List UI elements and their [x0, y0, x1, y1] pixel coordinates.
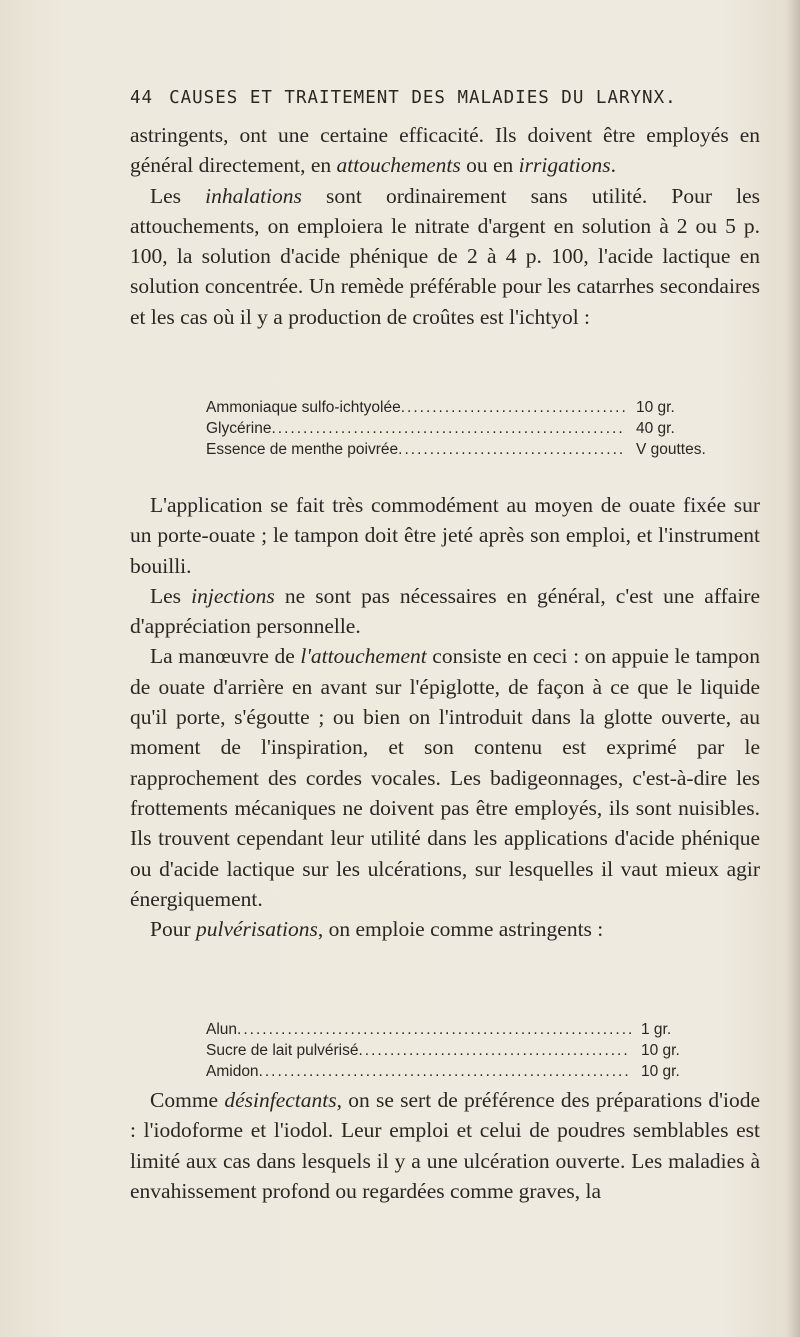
- recipe-row: [206, 1019, 706, 1040]
- paragraph: [130, 641, 760, 914]
- dot-leader: [401, 397, 626, 418]
- dot-leader: [259, 1061, 631, 1082]
- text-span: .: [610, 153, 617, 178]
- ingredient-name: Amidon: [206, 1063, 259, 1080]
- text-span: consiste en ceci : on appuie le tampon de ouate d'arrière en avant sur l'épiglotte, de façon à ce que le liquide qu'il porte, s'égoutte ; ou bien on l'introduit dans la glotte ouverte, au moment de l'inspiration, et son contenu est exprimé par le rapprochement des cordes vocales. Les badigeonnages, c'est-à-dire les frottements mécaniques ne doivent pas être employés, ils sont nuisibles. Ils trouvent cependant leur utilité dans les applications d'acide phénique ou d'acide lactique sur les ulcérations, sur lesquelles il vaut mieux agir énergiquement.: [130, 644, 761, 911]
- italic-term: attouchements: [336, 153, 461, 178]
- recipe-astringents: [206, 1019, 706, 1082]
- recipe-row: [206, 418, 726, 439]
- body-section-2: [130, 490, 760, 944]
- ingredient-name: Sucre de lait pulvérisé: [206, 1042, 359, 1059]
- page-edge-shadow: [786, 0, 800, 1337]
- text-span: Les: [150, 583, 192, 608]
- italic-term: l'attouchement: [300, 644, 427, 669]
- running-header: [130, 88, 760, 108]
- italic-term: irrigations: [518, 153, 611, 178]
- dot-leader: [237, 1019, 631, 1040]
- ingredient-name: Alun: [206, 1021, 238, 1038]
- italic-term: pulvérisations: [196, 917, 318, 942]
- body-section-3: [130, 1085, 760, 1206]
- italic-term: inhalations: [205, 183, 302, 208]
- ingredient-quantity: V gouttes.: [636, 441, 706, 458]
- ingredient-quantity: 10 gr.: [636, 399, 675, 416]
- text-span: Comme: [150, 1088, 225, 1112]
- dot-leader: [398, 439, 626, 460]
- dot-leader: [359, 1040, 632, 1061]
- ingredient-quantity: 10 gr.: [641, 1042, 680, 1059]
- paragraph: [130, 1085, 760, 1206]
- text-span: Pour: [150, 917, 196, 942]
- ingredient-name: Ammoniaque sulfo-ichtyolée: [206, 399, 401, 416]
- dot-leader: [271, 418, 626, 439]
- recipe-ichtyol: [206, 397, 726, 460]
- ingredient-quantity: 10 gr.: [641, 1063, 680, 1080]
- recipe-row: [206, 397, 726, 418]
- text-span: Les: [150, 183, 206, 208]
- italic-term: injections: [191, 583, 275, 608]
- paragraph: [130, 120, 760, 181]
- text-span: ne sont pas nécessaires en général, c'est une affaire d'appréciation personnelle.: [130, 583, 760, 639]
- recipe-row: [206, 1040, 706, 1061]
- body-section-1: [130, 120, 760, 332]
- ingredient-name: Essence de menthe poivrée: [206, 441, 399, 458]
- running-title: CAUSES ET TRAITEMENT DES MALADIES DU LARYNX.: [169, 88, 677, 108]
- paragraph: [130, 181, 760, 332]
- page-number: 44: [130, 88, 154, 108]
- recipe-row: [206, 1061, 706, 1082]
- ingredient-name: Glycérine: [206, 420, 272, 437]
- text-span: , on se sert de préférence des préparations d'iode : l'iodoforme et l'iodol. Leur emploi et celui de poudres semblables est limité aux cas dans lesquels il y a une ulcération ouverte. Les maladies à envahissement profond ou regardées comme graves, la: [130, 1088, 760, 1203]
- ingredient-quantity: 40 gr.: [636, 420, 675, 437]
- ingredient-quantity: 1 gr.: [641, 1021, 672, 1038]
- text-span: , on emploie comme astringents :: [317, 917, 604, 942]
- paragraph: [130, 914, 760, 944]
- paragraph: [130, 581, 760, 642]
- text-span: astringents, ont une certaine efficacité. Ils doivent être employés en général directement, en: [130, 123, 760, 178]
- text-span: ou en: [460, 153, 519, 178]
- recipe-row: [206, 439, 726, 460]
- italic-term: désinfectants: [224, 1088, 337, 1112]
- paragraph: L'application se fait très commodément au moyen de ouate fixée sur un porte-ouate ; le tampon doit être jeté après son emploi, et l'instrument bouilli.: [130, 493, 760, 578]
- text-span: La manœuvre de: [150, 644, 301, 669]
- text-span: sont ordinairement sans utilité. Pour les attouchements, on emploiera le nitrate d'argent en solution à 2 ou 5 p. 100, la solution d'acide phénique de 2 à 4 p. 100, l'acide lactique en solution concentrée. Un remède préférable pour les catarrhes secondaires et les cas où il y a production de croûtes est l'ichtyol :: [130, 183, 761, 329]
